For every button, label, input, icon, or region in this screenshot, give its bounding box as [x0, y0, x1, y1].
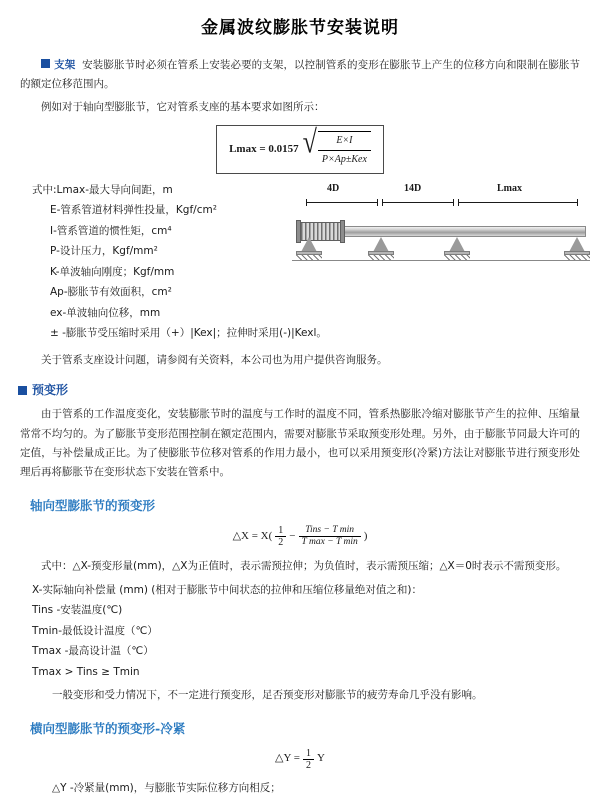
section-bracket-heading: 支架: [54, 58, 76, 71]
section-bracket-text-2: 例如对于轴向型膨胀节，它对管系支座的基本要求如图所示：: [41, 100, 325, 113]
equation-axial-half-den: 2: [278, 537, 284, 549]
section-predeform-paragraph: [20, 405, 580, 483]
bellows-flange-right-icon: [340, 220, 345, 243]
section-predeform-text: 由于管系的工作温度变化，安装膨胀节时的温度与工作时的温度不同，管系热膨胀冷缩对膨胀节产生的拉伸、压缩量常常不均匀的。为了膨胀节变形范围控制在额定范围内，需要对膨胀节采取预变形处理。另外，由于膨胀节同最大许可的定值，与补偿量成正比。为了使膨胀节位移对管系的作用力最小，也可以采用预变形(冷紧)方法让对膨胀节进行预变形处理后再将膨胀节在变形状态下安装在管系中。: [20, 408, 580, 479]
equation-axial-half-num: 1: [275, 525, 286, 537]
axial-note-1: [20, 557, 580, 576]
bullet-square-icon: [18, 386, 27, 395]
equation-axial-minus: −: [289, 530, 296, 543]
axial-note-2: [52, 686, 580, 705]
equation-axial-rhs: ): [363, 530, 368, 543]
definition-item: ex-单波轴向位移，mm: [50, 306, 161, 319]
document-page: [0, 14, 600, 798]
formula-lmax-lhs: Lmax = 0.0157: [229, 142, 299, 155]
bracket-note: [20, 351, 580, 370]
equation-axial-lhs: △X = X(: [232, 530, 273, 543]
dimension-line-14d: [382, 202, 454, 203]
section-predeform-heading-label: 预变形: [32, 383, 69, 398]
section-bracket-paragraph-1: [20, 56, 580, 95]
dimension-line-lmax: [458, 202, 578, 203]
equation-axial-frac-num: Tins − T min: [299, 525, 361, 537]
transverse-note-1-text: △Y -冷紧量(mm)，与膨胀节实际位移方向相反；: [52, 781, 281, 794]
definition-item: P-设计压力，Kgf/mm²: [50, 245, 158, 258]
radical-icon: √: [302, 123, 317, 161]
equation-transverse-lhs: △Y =: [275, 752, 300, 765]
transverse-note-1: [52, 779, 580, 798]
axial-note-2-text: 一般变形和受力情况下，不一定进行预变形，足否预变形对膨胀节的疲劳寿命几乎没有影响。: [52, 689, 483, 702]
axial-variable-list: [32, 580, 580, 682]
definition-item: 式中:Lmax-最大导向间距，m: [32, 184, 173, 197]
equation-transverse-rhs: Y: [317, 752, 325, 765]
figure-label-lmax: Lmax: [497, 183, 522, 195]
definition-item: E-管系管道材料弹性投量，Kgf/cm²: [50, 204, 217, 217]
formula-denominator: P×Ap±Kex: [321, 153, 367, 165]
subsection-transverse-heading: 横向型膨胀节的预变形-冷紧: [30, 720, 186, 736]
equation-axial-frac-den: T max − T min: [301, 537, 358, 548]
equation-axial-predeform: [0, 525, 600, 549]
subsection-axial-heading: 轴向型膨胀节的预变形: [30, 497, 156, 513]
equation-transverse-half-num: 1: [303, 748, 314, 760]
support-4: [564, 237, 590, 259]
axial-variable-item: Tmax -最高设计温（℃）: [32, 645, 154, 658]
definition-item: Ap-膨胀节有效面积，cm²: [50, 286, 172, 299]
formula-lmax: [216, 125, 384, 174]
support-2: [368, 237, 394, 259]
section-bracket-text-1: 安装膨胀节时必须在管系上安装必要的支架，以控制管系的变形在膨胀节上产生的位移方向和限制在膨胀节的额定位移范围内。: [20, 58, 581, 91]
dimension-line-4d: [306, 202, 378, 203]
page-title: 金属波纹膨胀节安装说明: [201, 18, 399, 38]
definition-item: ± -膨胀节受压缩时采用（+）|Kex|；拉伸时采用(-)|Kexl。: [50, 327, 327, 340]
figure-axial-expansion-joint-supports: [282, 180, 592, 288]
bullet-square-icon: [41, 59, 50, 68]
axial-variable-item: Tmax > Tins ≥ Tmin: [32, 665, 140, 678]
axial-variable-item: X-实际轴向补偿量 (mm) (相对于膨胀节中间状态的拉伸和压缩位移量绝对值之和)：: [32, 583, 422, 596]
axial-note-1-text: 式中：△X-预变形量(mm)，△X为正值时，表示需预拉伸；为负值时，表示需预压缩；△X＝0时表示不需预变形。: [41, 559, 567, 572]
axial-variable-item: Tmin-最低设计温度（℃）: [32, 624, 158, 637]
bracket-note-text: 关于管系支座设计问题，请参阅有关资料，本公司也为用户提供咨询服务。: [41, 353, 388, 366]
support-1: [296, 237, 322, 259]
definition-item: K-单波轴向刚度；Kgf/mm: [50, 265, 175, 278]
equation-transverse-half-den: 2: [306, 759, 311, 771]
section-bracket-paragraph-2: [20, 98, 580, 117]
definition-item: I-管系管道的惯性矩，cm⁴: [50, 224, 172, 237]
equation-transverse-predeform: [0, 748, 600, 771]
axial-variable-item: Tins -安装温度(℃): [32, 604, 123, 617]
figure-label-4d: 4D: [327, 183, 340, 195]
formula-numerator: E×I: [318, 132, 371, 151]
ground-line: [292, 260, 590, 261]
formula-sqrt: [302, 123, 371, 168]
figure-label-14d: 14D: [404, 183, 422, 195]
section-predeform-heading: [18, 380, 600, 401]
support-3: [444, 237, 470, 259]
